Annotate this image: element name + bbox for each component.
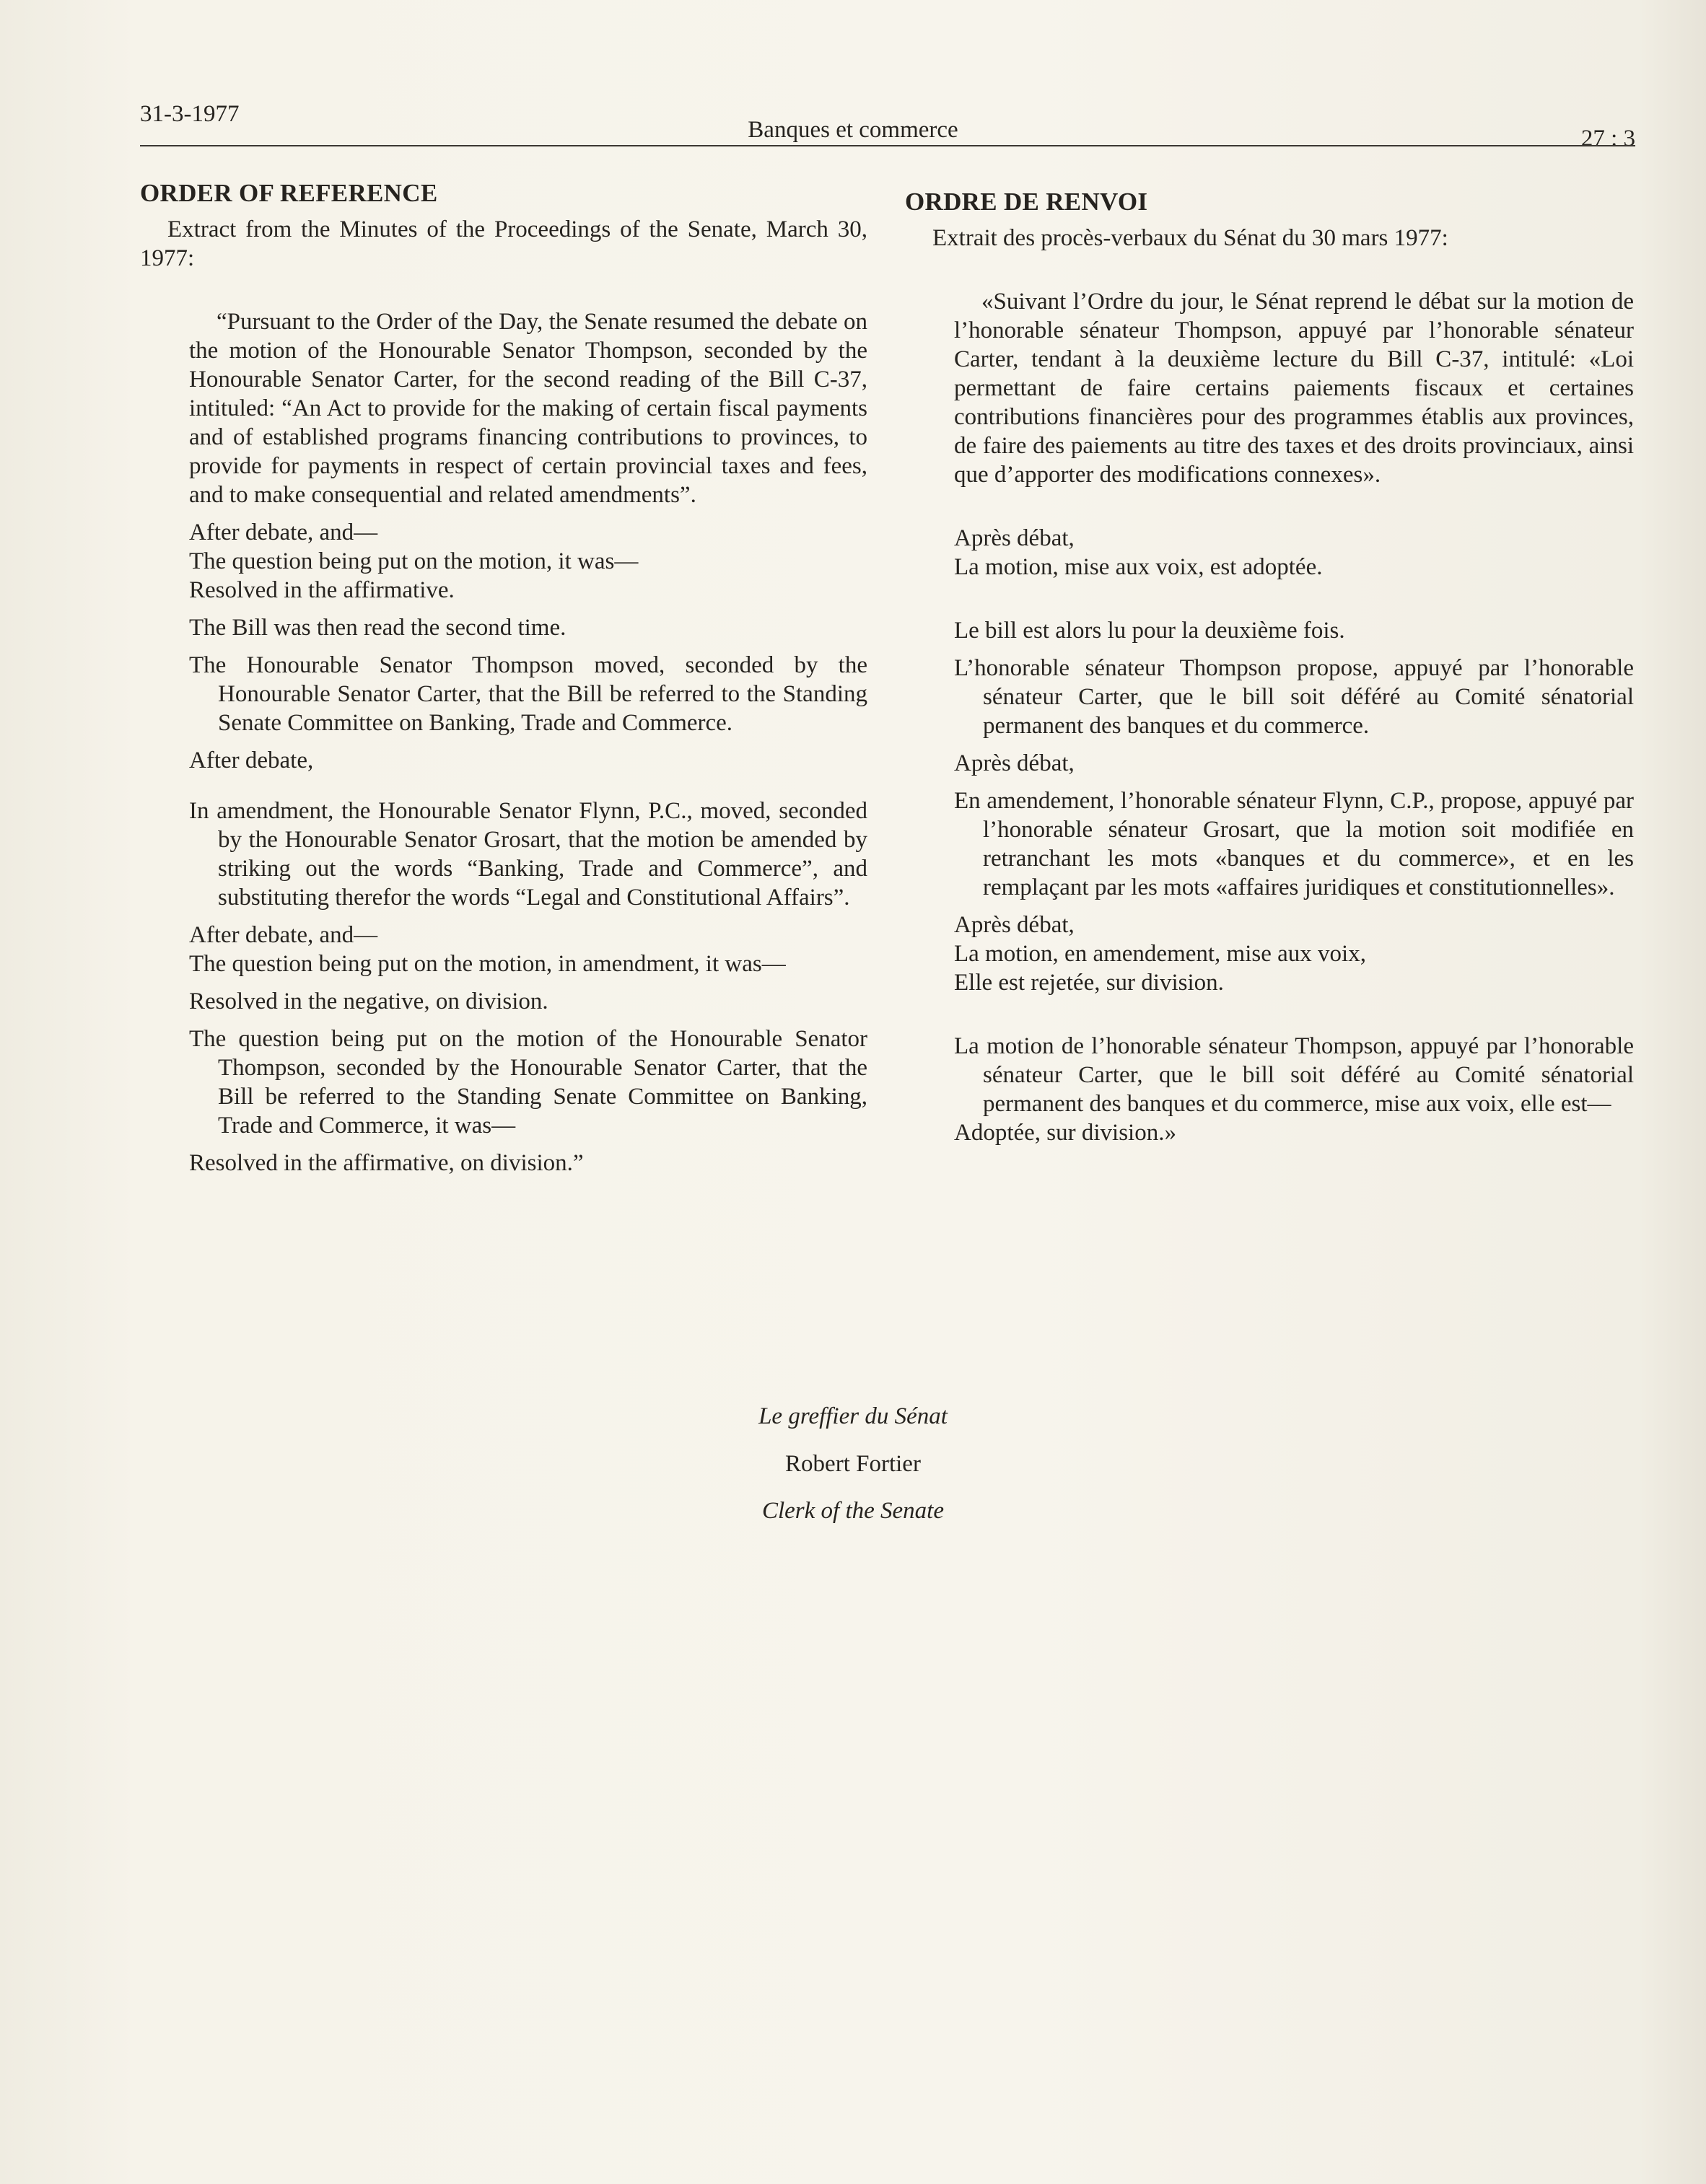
french-paragraph: Elle est rejetée, sur division. xyxy=(954,970,1224,996)
english-paragraph: The question being put on the motion, it was— xyxy=(189,548,639,574)
english-column xyxy=(140,179,867,1177)
english-paragraph: The Bill was then read the second time. xyxy=(189,615,567,641)
english-heading: ORDER OF REFERENCE xyxy=(140,179,438,207)
french-paragraph: Après débat, xyxy=(954,525,1075,551)
english-paragraph: Resolved in the negative, on division. xyxy=(189,988,548,1014)
english-paragraph: After debate, and— xyxy=(189,519,378,545)
french-paragraph: Après débat, xyxy=(954,750,1075,776)
english-paragraph: The question being put on the motion of the Honourable Senator Thompson, seconded by the Honourable Senator Carter, that the Bill be referred to the Standing Senate Committee on Banking, Trade and Commerce, it was— xyxy=(189,1026,867,1139)
english-paragraph: After debate, and— xyxy=(189,922,378,948)
french-paragraph: L’honorable sénateur Thompson propose, appuyé par l’honorable sénateur Carter, que le bill soit déféré au Comité sénatorial permanent des banques et du commerce. xyxy=(954,655,1634,739)
english-paragraph: After debate, xyxy=(189,747,314,773)
french-paragraph: Le bill est alors lu pour la deuxième fois. xyxy=(954,618,1345,644)
english-quote: “Pursuant to the Order of the Day, the Senate resumed the debate on the motion of the Honourable Senator Thompson, seconded by the Honourable Senator Carter, for the second reading of the Bill C-37, intituled: “An Act to provide for the making of certain fiscal payments and of established programs financing contributions to provinces, to provide for payments in respect of certain provincial taxes and fees, and to make consequential and related amendments”. xyxy=(189,309,867,508)
french-intro: Extrait des procès-verbaux du Sénat du 30 mars 1977: xyxy=(932,225,1448,251)
signature-title-english: Clerk of the Senate xyxy=(761,1498,944,1524)
french-paragraph: Après débat, xyxy=(954,912,1075,938)
running-head-date: 31-3-1977 xyxy=(140,101,240,127)
french-paragraph: La motion, en amendement, mise aux voix, xyxy=(954,941,1366,967)
header-rule xyxy=(140,145,1635,146)
french-quote: «Suivant l’Ordre du jour, le Sénat reprend le débat sur la motion de l’honorable sénateur Thompson, appuyé par l’honorable sénateur Carter, tendant à la deuxième lecture du Bill C-37, intitulé: «Loi permettant de faire certains paiements fiscaux et certaines contributions financières pour des programmes établis aux provinces, de faire des paiements au titre des taxes et des droits provinciaux, ainsi que d’apporter des modifications connexes». xyxy=(954,289,1634,488)
english-paragraph: Resolved in the affirmative, on division.” xyxy=(189,1150,584,1176)
english-paragraph: The question being put on the motion, in amendment, it was— xyxy=(189,951,786,977)
english-paragraph: In amendment, the Honourable Senator Flynn, P.C., moved, seconded by the Honourable Senator Grosart, that the motion be amended by striking out the words “Banking, Trade and Commerce”, and substituting therefor the words “Legal and Constitutional Affairs”. xyxy=(189,798,867,911)
english-intro: Extract from the Minutes of the Proceedings of the Senate, March 30, 1977: xyxy=(140,216,867,271)
french-paragraph: La motion, mise aux voix, est adoptée. xyxy=(954,554,1323,580)
english-paragraph: The Honourable Senator Thompson moved, seconded by the Honourable Senator Carter, that the Bill be referred to the Standing Senate Committee on Banking, Trade and Commerce. xyxy=(189,652,867,736)
running-head-title: Banques et commerce xyxy=(748,117,958,143)
french-column xyxy=(905,188,1634,1147)
signature-name: Robert Fortier xyxy=(785,1451,921,1477)
french-paragraph: La motion de l’honorable sénateur Thompson, appuyé par l’honorable sénateur Carter, que le bill soit déféré au Comité sénatorial permanent des banques et du commerce, mise aux voix, elle est— xyxy=(954,1033,1634,1117)
french-heading: ORDRE DE RENVOI xyxy=(905,188,1148,216)
english-paragraph: Resolved in the affirmative. xyxy=(189,577,455,603)
french-paragraph: Adoptée, sur division.» xyxy=(954,1120,1176,1146)
signature-title-french: Le greffier du Sénat xyxy=(758,1403,948,1429)
running-head-page-number: 27 : 3 xyxy=(1580,126,1635,152)
french-paragraph: En amendement, l’honorable sénateur Flynn, C.P., propose, appuyé par l’honorable sénateur Grosart, que la motion soit modifiée en retranchant les mots «banques et du commerce», et en les remplaçant par les mots «affaires juridiques et constitutionnelles». xyxy=(954,788,1634,900)
